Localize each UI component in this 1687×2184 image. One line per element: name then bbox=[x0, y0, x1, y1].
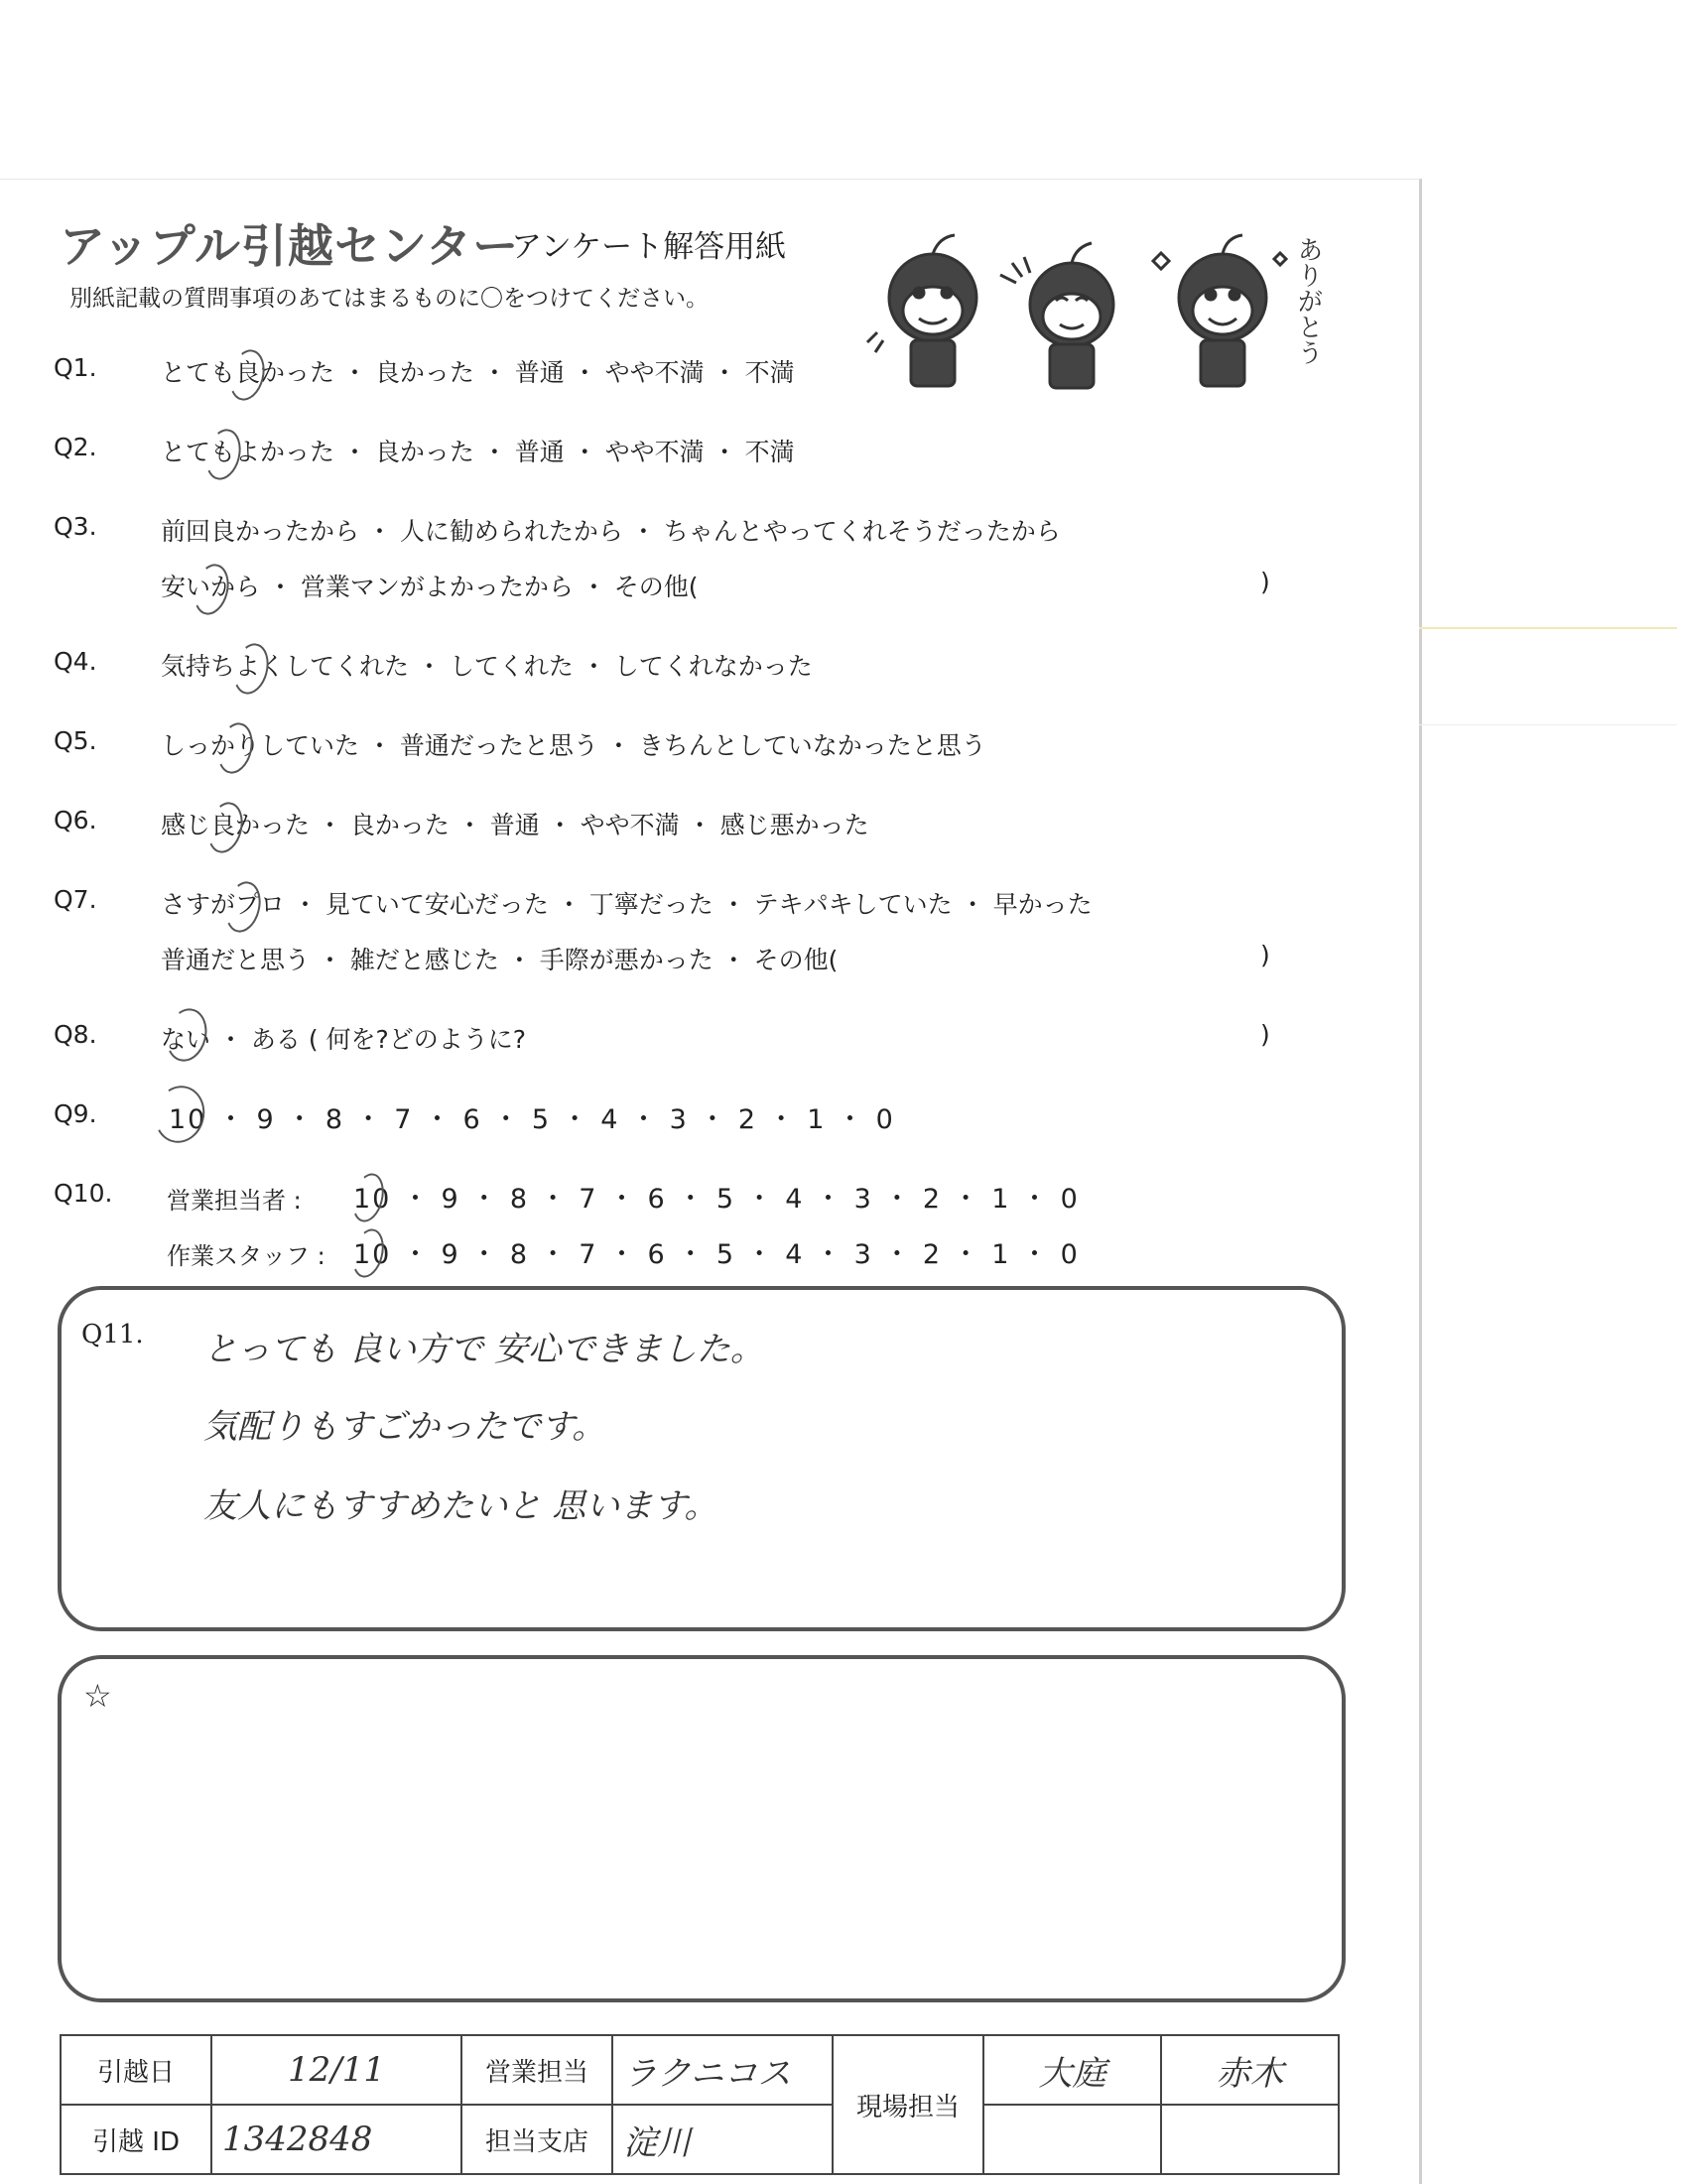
move-id-label: 引越 ID bbox=[61, 2105, 211, 2174]
answer-options: しっかりしていた ・ 普通だったと思う ・ きちんとしていなかったと思う bbox=[161, 731, 986, 760]
brand-logo-text: アップル引越センター bbox=[60, 219, 520, 273]
close-paren: ) bbox=[1260, 568, 1270, 596]
answer-options: 気持ちよくしてくれた ・ してくれた ・ してくれなかった bbox=[161, 652, 813, 681]
monkey-mascot-icon bbox=[1153, 235, 1286, 386]
question-number: Q9. bbox=[54, 1099, 97, 1128]
answer-options: 前回良かったから ・ 人に勧められたから ・ ちゃんとやってくれそうだったから bbox=[161, 517, 1061, 546]
thanks-label: ありがとう bbox=[1293, 236, 1323, 365]
handwritten-comment-line: 友人にもすすめたいと 思います。 bbox=[203, 1486, 718, 1526]
question-number: Q1. bbox=[54, 353, 97, 382]
handwritten-comment-line: 気配りもすごかったです。 bbox=[203, 1407, 606, 1447]
site-rep-empty-cell bbox=[1161, 2105, 1339, 2174]
move-date-value: 12/11 bbox=[211, 2035, 461, 2105]
monkey-mascots-illustration bbox=[863, 223, 1330, 397]
branch-value: 淀川 bbox=[612, 2105, 833, 2174]
close-paren: ) bbox=[1260, 941, 1270, 969]
scan-artifact-line bbox=[1419, 627, 1677, 629]
answer-options-line2: 安いから ・ 営業マンがよかったから ・ その他( bbox=[161, 573, 699, 601]
move-id-value: 1342848 bbox=[211, 2105, 461, 2174]
question-number: Q10. bbox=[54, 1179, 113, 1208]
rating-scale-sales: 10 ・ 9 ・ 8 ・ 7 ・ 6 ・ 5 ・ 4 ・ 3 ・ 2 ・ 1 ・ 0 bbox=[353, 1184, 1080, 1215]
instruction-text: 別紙記載の質問事項のあてはまるものに〇をつけてください。 bbox=[69, 286, 709, 312]
form-title: アンケート解答用紙 bbox=[511, 229, 787, 265]
star-icon: ☆ bbox=[83, 1677, 112, 1715]
branch-label: 担当支店 bbox=[461, 2105, 612, 2174]
q11-label: Q11. bbox=[81, 1320, 144, 1349]
answer-options: とてもよかった ・ 良かった ・ 普通 ・ やや不満 ・ 不満 bbox=[161, 438, 795, 466]
sales-rep-label: 営業担当者 : bbox=[167, 1187, 302, 1215]
monkey-mascot-icon bbox=[867, 235, 976, 386]
rating-scale-staff: 10 ・ 9 ・ 8 ・ 7 ・ 6 ・ 5 ・ 4 ・ 3 ・ 2 ・ 1 ・ 0 bbox=[353, 1239, 1080, 1270]
scan-artifact-line bbox=[1419, 724, 1677, 725]
sales-rep-label: 営業担当 bbox=[461, 2035, 612, 2105]
rating-scale: 10 ・ 9 ・ 8 ・ 7 ・ 6 ・ 5 ・ 4 ・ 3 ・ 2 ・ 1 ・ 0 bbox=[169, 1104, 895, 1135]
move-info-table bbox=[60, 2034, 1340, 2175]
answer-options: とても良かった ・ 良かった ・ 普通 ・ やや不満 ・ 不満 bbox=[161, 358, 795, 387]
answer-options: ない ・ ある ( 何を?どのように? bbox=[161, 1025, 527, 1054]
move-date-label: 引越日 bbox=[61, 2035, 211, 2105]
question-number: Q7. bbox=[54, 885, 97, 914]
answer-options: さすがプロ ・ 見ていて安心だった ・ 丁寧だった ・ テキパキしていた ・ 早かった bbox=[161, 890, 1093, 919]
site-rep-value-2: 赤木 bbox=[1161, 2035, 1339, 2105]
answer-options: 感じ良かった ・ 良かった ・ 普通 ・ やや不満 ・ 感じ悪かった bbox=[161, 811, 869, 839]
star-comment-box bbox=[58, 1655, 1346, 2002]
question-number: Q3. bbox=[54, 512, 97, 541]
question-number: Q6. bbox=[54, 806, 97, 835]
close-paren: ) bbox=[1260, 1020, 1270, 1049]
answer-options-line2: 普通だと思う ・ 雑だと感じた ・ 手際が悪かった ・ その他( bbox=[161, 946, 839, 974]
question-number: Q8. bbox=[54, 1020, 97, 1049]
question-number: Q5. bbox=[54, 726, 97, 755]
question-number: Q2. bbox=[54, 433, 97, 461]
monkey-mascot-icon bbox=[1000, 243, 1113, 388]
site-rep-empty-cell bbox=[983, 2105, 1161, 2174]
site-rep-label: 現場担当 bbox=[833, 2035, 983, 2174]
sales-rep-value: ラクニコス bbox=[612, 2035, 833, 2105]
work-staff-label: 作業スタッフ : bbox=[167, 1242, 325, 1270]
handwritten-comment-line: とっても 良い方で 安心できました。 bbox=[203, 1330, 764, 1369]
site-rep-value-1: 大庭 bbox=[983, 2035, 1161, 2105]
question-number: Q4. bbox=[54, 647, 97, 676]
